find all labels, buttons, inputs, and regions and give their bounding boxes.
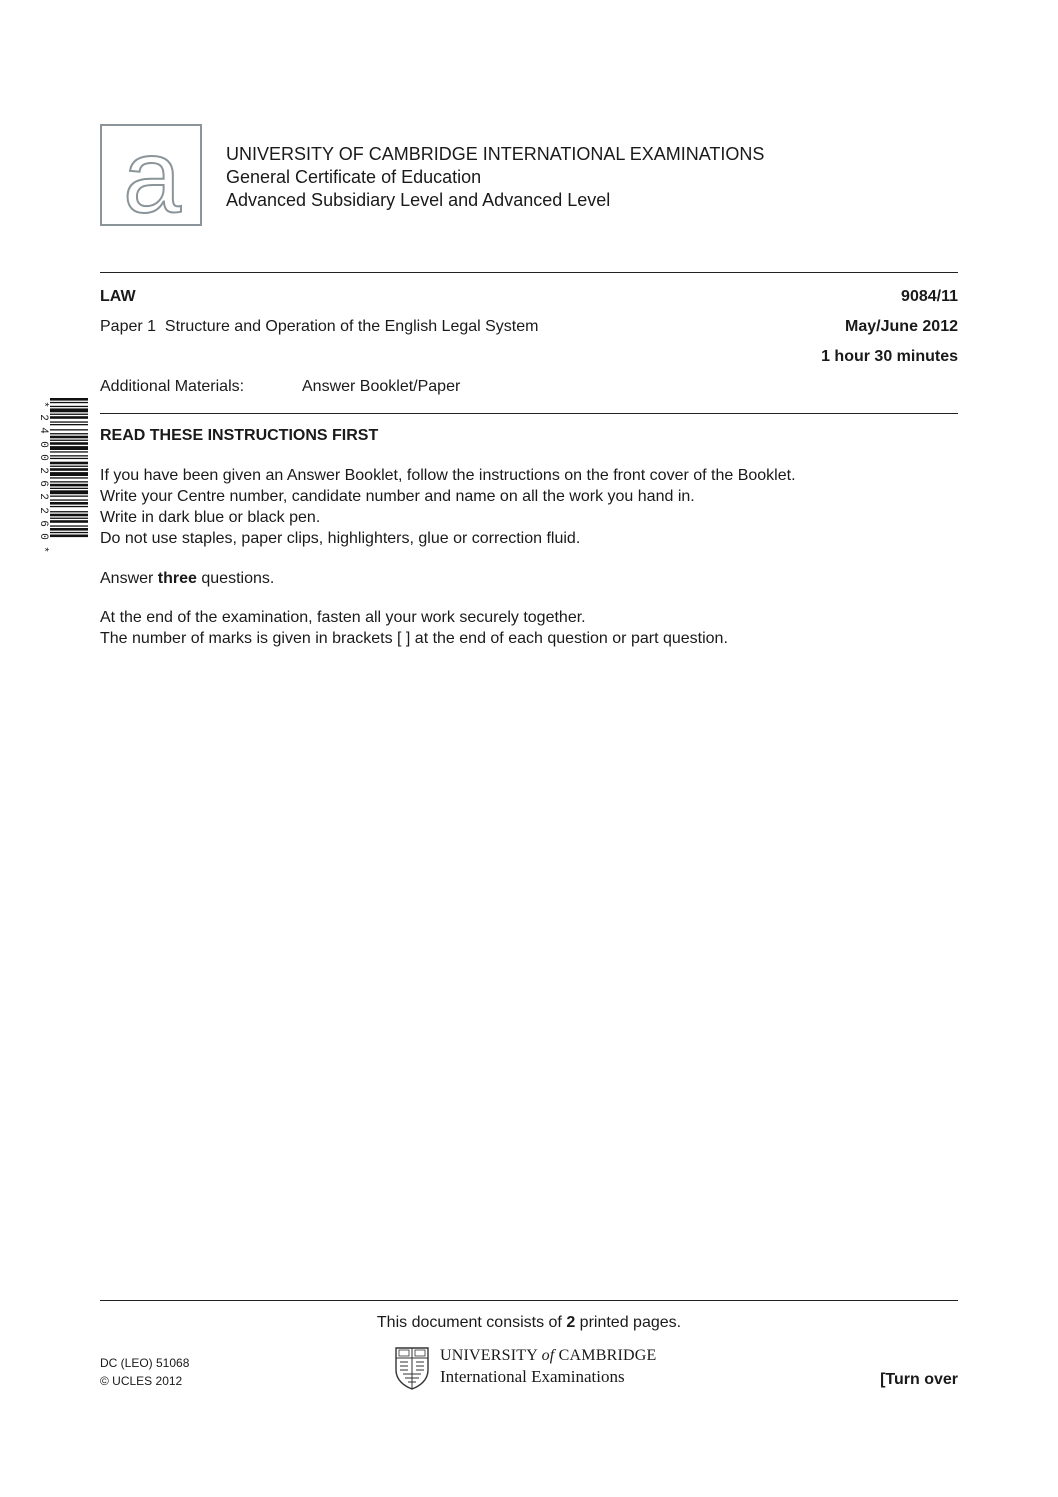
instructions-general [100, 465, 796, 549]
barcode-digit: 0 [36, 533, 49, 540]
barcode-bar [50, 535, 88, 538]
barcode-digit: 2 [36, 414, 49, 422]
barcode-bar [50, 468, 88, 471]
barcode-digit: 6 [36, 480, 49, 488]
instruction-line: Write in dark blue or black pen. [100, 509, 321, 526]
ucie-name [440, 1347, 656, 1365]
turn-over-note: [Turn over [880, 1371, 958, 1388]
barcode-bar [50, 525, 88, 526]
barcode-bar [50, 484, 88, 487]
barcode-bar [50, 421, 88, 422]
instructions-end [100, 607, 728, 649]
barcode-bar [50, 466, 88, 467]
subject-name: LAW [100, 288, 136, 305]
barcode-bar [50, 429, 88, 430]
level-title: Advanced Subsidiary Level and Advanced Level [226, 190, 611, 210]
answer-prefix: Answer [100, 570, 158, 587]
exam-session: May/June 2012 [845, 318, 958, 335]
instruction-line: The number of marks is given in brackets [ ] at the end of each question or part question. [100, 630, 728, 647]
barcode-digit: * [36, 546, 49, 553]
page-count-note [0, 1313, 1058, 1333]
copyright-notice: © UCLES 2012 [100, 1374, 183, 1388]
pages-count: 2 [566, 1314, 576, 1331]
certificate-title: General Certificate of Education [226, 167, 482, 187]
barcode-bar [50, 496, 88, 497]
barcode-bar [50, 406, 88, 407]
paper-title: Paper 1 Structure and Operation of the English Legal System [100, 318, 539, 335]
barcode-digit: 0 [36, 440, 49, 448]
instructions-answer [100, 568, 274, 589]
logo-a-icon [102, 126, 200, 224]
barcode-bar [50, 440, 88, 441]
instruction-line: If you have been given an Answer Booklet, follow the instructions on the front cover of the Booklet. [100, 467, 796, 484]
barcode-bar [50, 528, 88, 531]
pages-prefix: This document consists of [376, 1314, 567, 1331]
barcode-bar [50, 472, 88, 476]
barcode-bar [50, 408, 88, 412]
barcode-digit: 0 [36, 454, 49, 461]
barcode-digit: 2 [36, 493, 49, 501]
document-reference: DC (LEO) 51068 [100, 1356, 190, 1370]
answer-count: three [157, 570, 197, 587]
barcode-bar [50, 424, 88, 425]
barcode-digit: 4 [36, 427, 49, 435]
barcode-bar [50, 414, 88, 415]
barcode-bar [50, 458, 88, 459]
cambridge-crest-icon [394, 1346, 430, 1390]
paper-code: 9084/11 [901, 288, 958, 305]
instruction-line: Write your Centre number, candidate number and name on all the work you hand in. [100, 488, 695, 505]
barcode-bar [50, 446, 88, 450]
logo-a-box [100, 124, 202, 226]
barcode-bar [50, 520, 88, 523]
barcode-bar [50, 490, 88, 494]
materials-label: Additional Materials: [100, 378, 245, 395]
barcode-bar [50, 506, 88, 507]
ucie-university: UNIVERSITY [440, 1347, 538, 1364]
barcode-bar [50, 451, 88, 452]
institution-title: UNIVERSITY OF CAMBRIDGE INTERNATIONAL EXAMINATIONS [226, 144, 765, 164]
barcode-digit: 2 [36, 506, 49, 514]
divider-top [100, 272, 958, 273]
instructions-heading: READ THESE INSTRUCTIONS FIRST [100, 427, 379, 444]
barcode-bar [50, 532, 88, 533]
ucie-subtitle: International Examinations [440, 1367, 625, 1386]
instruction-line: At the end of the examination, fasten all your work securely together. [100, 609, 586, 626]
barcode-bar [50, 436, 88, 439]
barcode-bar [50, 477, 88, 478]
barcode-bar [50, 433, 88, 434]
answer-suffix: questions. [196, 570, 275, 587]
barcode-number [36, 398, 48, 598]
barcode-bar [50, 442, 88, 445]
barcode-bar [50, 481, 88, 482]
pages-suffix: printed pages. [575, 1314, 682, 1331]
divider-footer [100, 1300, 958, 1301]
barcode-bar [50, 502, 88, 505]
materials-value: Answer Booklet/Paper [302, 378, 461, 395]
ucie-cambridge: CAMBRIDGE [558, 1347, 657, 1364]
barcode-bar [50, 455, 88, 456]
barcode-bar [50, 416, 88, 419]
logo-letter: a [123, 126, 181, 224]
barcode-bar [50, 462, 88, 465]
barcode-bar [50, 499, 88, 500]
barcode-bar [50, 402, 88, 403]
exam-duration: 1 hour 30 minutes [821, 348, 958, 365]
barcode-digit: 2 [36, 467, 49, 474]
instruction-line: Do not use staples, paper clips, highlighters, glue or correction fluid. [100, 530, 581, 547]
divider-instructions [100, 413, 958, 414]
barcode-digit: * [36, 401, 49, 408]
barcode-bar [50, 518, 88, 519]
barcode-bar [50, 488, 88, 489]
barcode-bar [50, 511, 88, 512]
barcode-digit: 6 [36, 519, 49, 527]
barcode-bar [50, 398, 88, 401]
barcode-bar [50, 514, 88, 517]
ucie-of: of [541, 1347, 555, 1364]
